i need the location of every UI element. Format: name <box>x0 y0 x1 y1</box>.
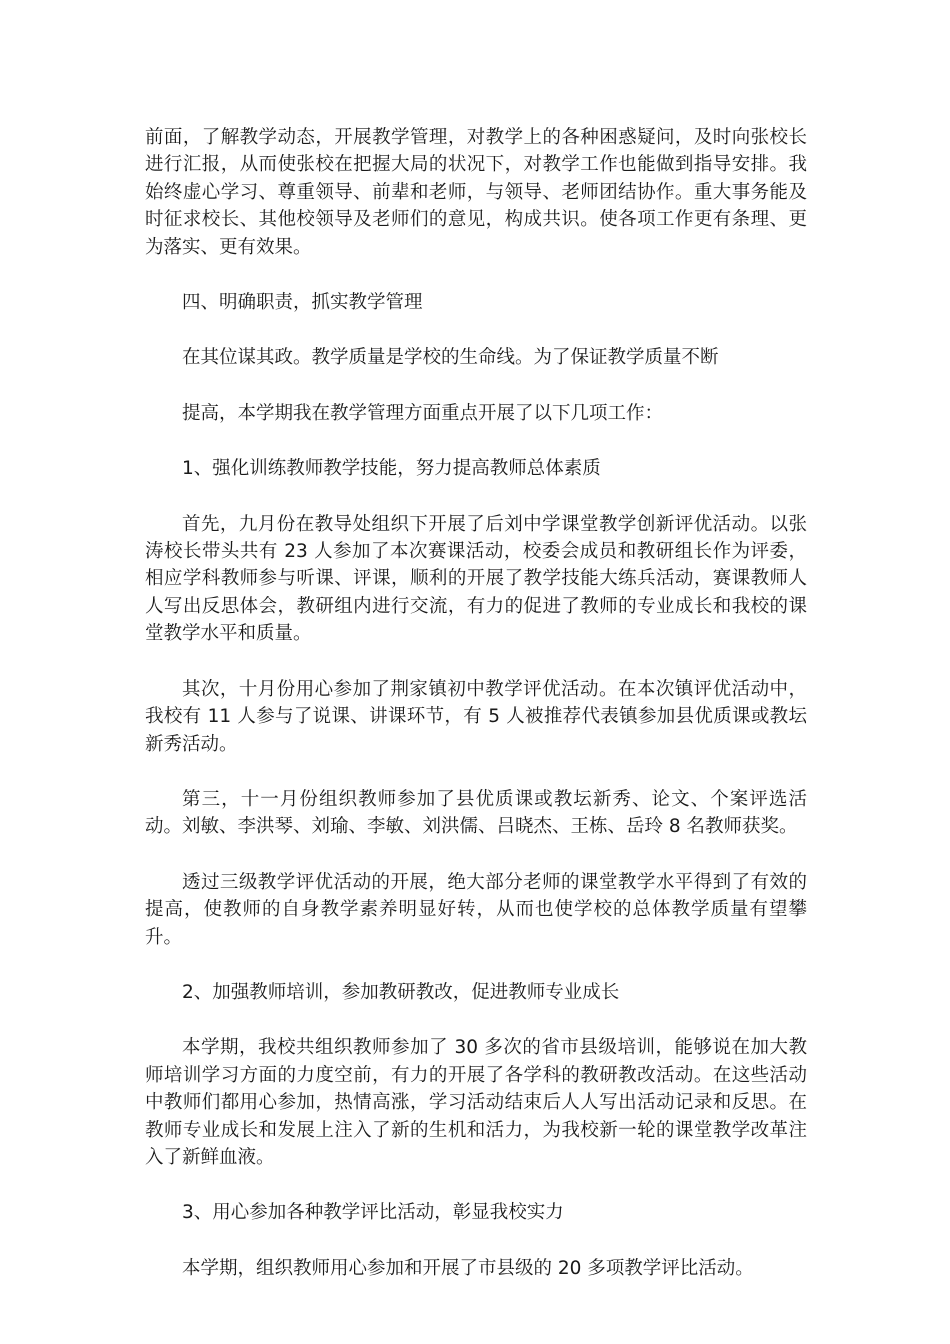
paragraph: 透过三级教学评优活动的开展，绝大部分老师的课堂教学水平得到了有效的提高，使教师的自身教学素养明显好转，从而也使学校的总体教学质量有望攀升。 <box>145 871 807 948</box>
paragraph: 本学期，我校共组织教师参加了 30 多次的省市县级培训，能够说在加大教师培训学习方面的力度空前，有力的开展了各学科的教研教改活动。在这些活动中教师们都用心参加，热情高涨，学习活动结束后人人写出活动记录和反思。在教师专业成长和发展上注入了新的生机和活力，为我校新一轮的课堂教学改革注入了新鲜血液。 <box>145 1037 807 1168</box>
paragraph: 在其位谋其政。教学质量是学校的生命线。为了保证教学质量不断 <box>182 347 719 369</box>
paragraph-continuation: 前面，了解教学动态，开展教学管理，对教学上的各种困惑疑问，及时向张校长进行汇报，从而使张校在把握大局的状况下，对教学工作也能做到指导安排。我始终虚心学习、尊重领导、前辈和老师，与领导、老师团结协作。重大事务能及时征求校长、其他校领导及老师们的意见，构成共识。使各项工作更有条理、更为落实、更有效果。 <box>145 127 807 258</box>
document-body <box>145 124 807 1282</box>
subsection-heading-3: 3、用心参加各种教学评比活动，彰显我校实力 <box>182 1202 564 1224</box>
paragraph: 提高，本学期我在教学管理方面重点开展了以下几项工作： <box>182 402 664 424</box>
paragraph: 首先，九月份在教导处组织下开展了后刘中学课堂教学创新评优活动。以张涛校长带头共有 23 人参加了本次赛课活动，校委会成员和教研组长作为评委，相应学科教师参与听课、评课，顺利的开展了教学技能大练兵活动，赛课教师人人写出反思体会，教研组内进行交流，有力的促进了教师的专业成长和我校的课堂教学水平和质量。 <box>145 513 807 645</box>
section-heading-4: 四、明确职责，抓实教学管理 <box>182 292 423 314</box>
paragraph: 本学期，组织教师用心参加和开展了市县级的 20 多项教学评比活动。 <box>182 1257 754 1279</box>
paragraph: 其次，十月份用心参加了荆家镇初中教学评优活动。在本次镇评优活动中，我校有 11 人参与了说课、讲课环节，有 5 人被推荐代表镇参加县优质课或教坛新秀活动。 <box>145 678 807 755</box>
subsection-heading-1: 1、强化训练教师教学技能，努力提高教师总体素质 <box>182 458 601 480</box>
subsection-heading-2: 2、加强教师培训，参加教研教改，促进教师专业成长 <box>182 981 620 1003</box>
paragraph: 第三，十一月份组织教师参加了县优质课或教坛新秀、论文、个案评选活动。刘敏、李洪琴、刘瑜、李敏、刘洪儒、吕晓杰、王栋、岳玲 8 名教师获奖。 <box>145 788 807 838</box>
